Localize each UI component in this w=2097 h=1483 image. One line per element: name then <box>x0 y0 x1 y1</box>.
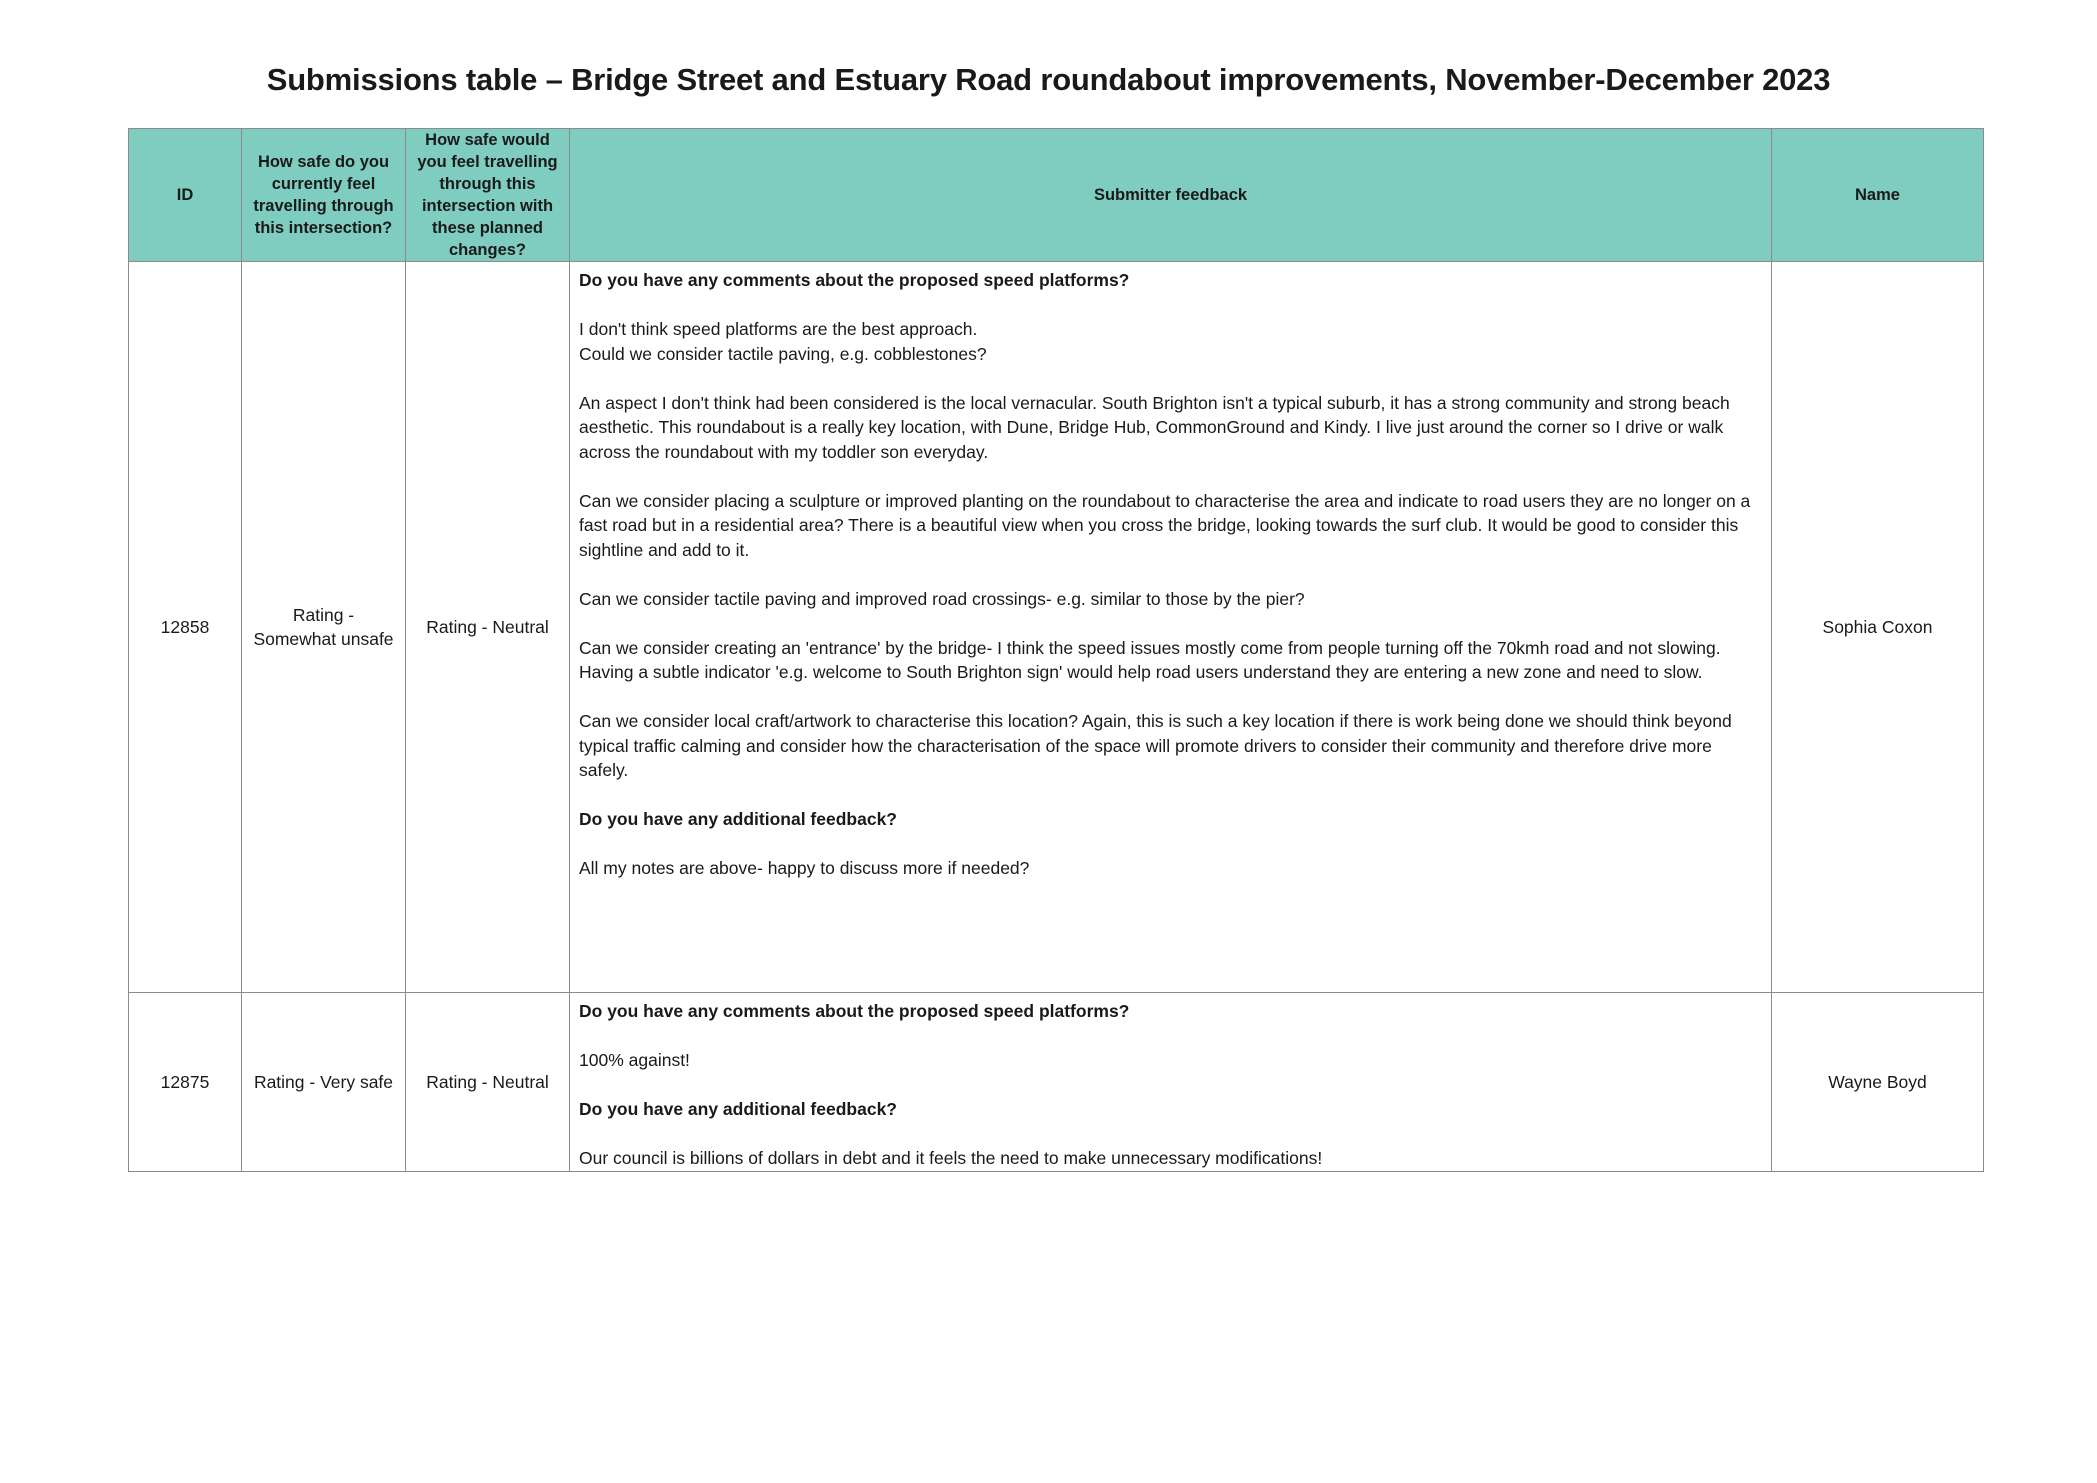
feedback-paragraph: I don't think speed platforms are the best approach. Could we consider tactile paving, e.g. cobblestones? <box>579 319 987 364</box>
table-header-row <box>129 129 1984 262</box>
cell-current-safety: Rating - Very safe <box>242 993 406 1172</box>
feedback-question: Do you have any additional feedback? <box>579 809 897 829</box>
header-current-safety: How safe do you currently feel travelling through this intersection? <box>242 129 406 262</box>
feedback-paragraph: Can we consider local craft/artwork to characterise this location? Again, this is such a key location if there is work being done we should think beyond typical traffic calming and consider how the characterisation of the space will promote drivers to consider their community and therefore drive more safely. <box>579 711 1732 780</box>
header-id: ID <box>129 129 242 262</box>
feedback-paragraph: All my notes are above- happy to discuss more if needed? <box>579 858 1030 878</box>
feedback-paragraph: Can we consider creating an 'entrance' by the bridge- I think the speed issues mostly come from people turning off the 70kmh road and not slowing. Having a subtle indicator 'e.g. welcome to South Brighton sign' would help road users understand they are entering a new zone and need to slow. <box>579 637 1721 682</box>
header-planned-safety: How safe would you feel travelling through this intersection with these planned changes? <box>406 129 570 262</box>
feedback-paragraph: Can we consider placing a sculpture or improved planting on the roundabout to characterise the area and indicate to road users they are no longer on a fast road but in a residential area? There is a beautiful view when you cross the bridge, looking towards the surf club. It would be good to consider this sightline and add to it. <box>579 490 1751 560</box>
page-title: Submissions table – Bridge Street and Estuary Road roundabout improvements, November-December 2023 <box>266 62 1831 97</box>
feedback-paragraph: Our council is billions of dollars in debt and it feels the need to make unnecessary modifications! <box>579 1148 1323 1168</box>
cell-planned-safety: Rating - Neutral <box>406 993 570 1172</box>
table-row <box>129 993 1984 1172</box>
cell-planned-safety: Rating - Neutral <box>406 262 570 993</box>
feedback-question: Do you have any comments about the proposed speed platforms? <box>579 270 1130 290</box>
feedback-paragraph: An aspect I don't think had been considered is the local vernacular. South Brighton isn't a typical suburb, it has a strong community and strong beach aesthetic. This roundabout is a really key location, with Dune, Bridge Hub, CommonGround and Kindy. I live just around the corner so I drive or walk across the roundabout with my toddler son everyday. <box>579 392 1730 462</box>
cell-current-safety: Rating - Somewhat unsafe <box>242 262 406 993</box>
table-row <box>129 262 1984 993</box>
cell-name: Wayne Boyd <box>1772 993 1984 1172</box>
feedback-question: Do you have any comments about the proposed speed platforms? <box>579 1001 1130 1021</box>
cell-feedback <box>570 262 1772 993</box>
cell-id: 12858 <box>129 262 242 993</box>
header-name: Name <box>1772 129 1984 262</box>
cell-name: Sophia Coxon <box>1772 262 1984 993</box>
submissions-table <box>128 128 1984 1172</box>
feedback-question: Do you have any additional feedback? <box>579 1099 897 1119</box>
header-feedback: Submitter feedback <box>570 129 1772 262</box>
cell-id: 12875 <box>129 993 242 1172</box>
feedback-paragraph: Can we consider tactile paving and improved road crossings- e.g. similar to those by the pier? <box>579 588 1305 609</box>
cell-feedback <box>570 993 1772 1172</box>
feedback-paragraph: 100% against! <box>579 1050 690 1070</box>
